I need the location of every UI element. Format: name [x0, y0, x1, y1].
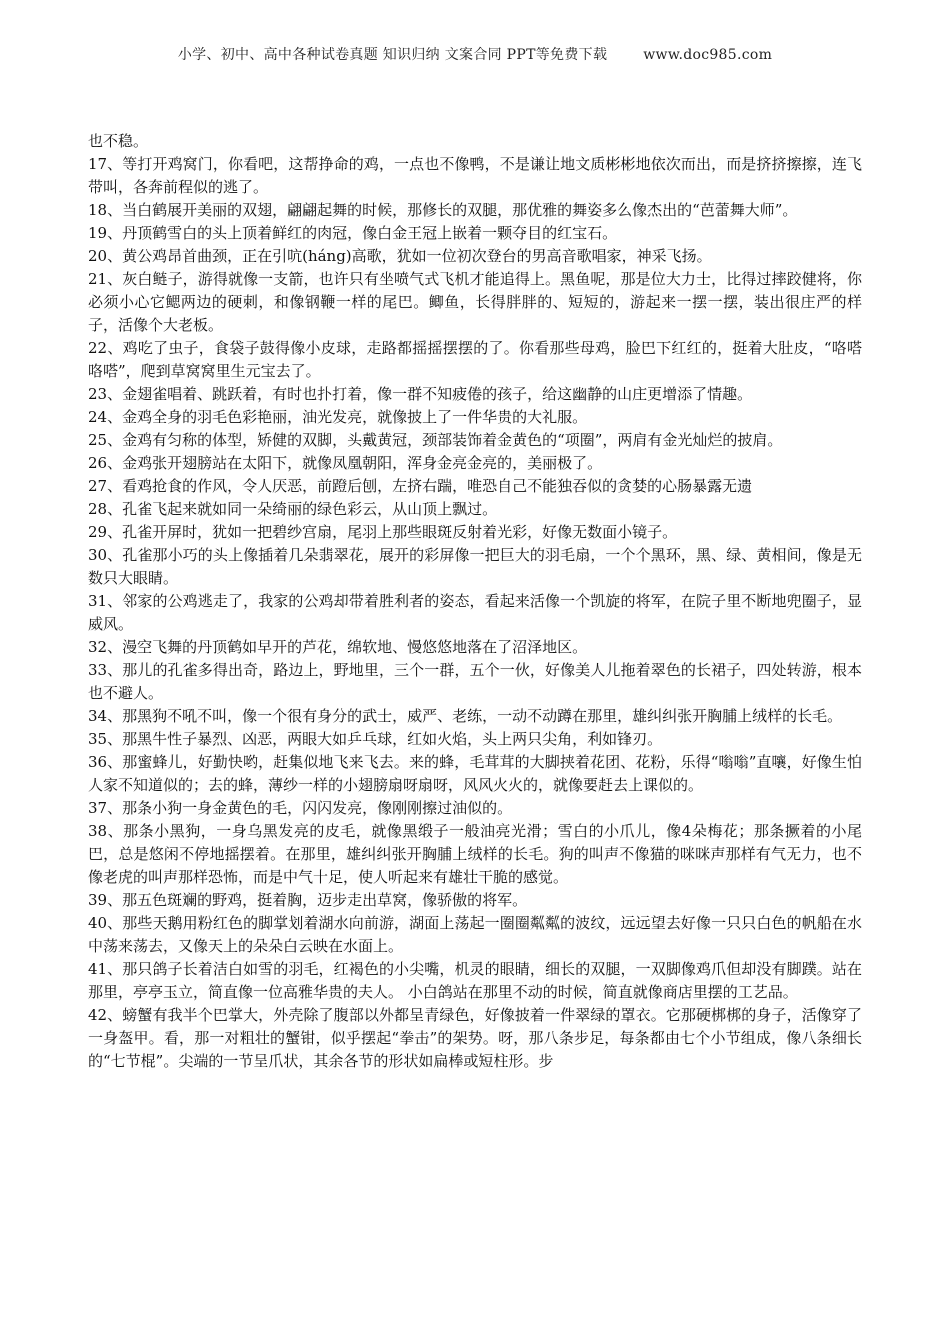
paragraph: 17、等打开鸡窝门，你看吧，这帮挣命的鸡，一点也不像鸭，不是谦让地文质彬彬地依次而出，而是挤挤擦擦，连飞带叫，各奔前程似的逃了。 [88, 155, 862, 196]
paragraph: 20、黄公鸡昂首曲颈，正在引吭(háng)高歌，犹如一位初次登台的男高音歌唱家，神采飞扬。 [88, 247, 712, 265]
paragraph: 42、螃蟹有我半个巴掌大，外壳除了腹部以外都呈青绿色，好像披着一件翠绿的罩衣。它那硬梆梆的身子，活像穿了一身盔甲。看，那一对粗壮的蟹钳，似乎摆起“拳击”的架势。呀，那八条步足，每条都由七个小节组成，像八条细长的“七节棍”。尖端的一节呈爪状，其余各节的形状如扁棒或短柱形。步 [88, 1006, 862, 1070]
paragraph: 34、那黑狗不吼不叫，像一个很有身分的武士，威严、老练，一动不动蹲在那里，雄纠纠张开胸脯上绒样的长毛。 [88, 707, 843, 725]
header-text: 小学、初中、高中各种试卷真题 知识归纳 文案合同 PPT等免费下载 [177, 47, 608, 63]
paragraph: 31、邻家的公鸡逃走了，我家的公鸡却带着胜利者的姿态，看起来活像一个凯旋的将军，在院子里不断地兜圈子，显威风。 [88, 592, 862, 633]
paragraph: 37、那条小狗一身金黄色的毛，闪闪发亮，像刚刚擦过油似的。 [88, 799, 513, 817]
paragraph: 29、孔雀开屏时，犹如一把碧纱宫扇，尾羽上那些眼斑反射着光彩，好像无数面小镜子。 [88, 523, 678, 541]
paragraph: 38、那条小黑狗，一身乌黑发亮的皮毛，就像黑缎子一般油亮光滑；雪白的小爪儿，像4朵梅花；那条撅着的小尾巴，总是悠闲不停地摇摆着。在那里，雄纠纠张开胸脯上绒样的长毛。狗的叫声不像猫的咪咪声那样有气无力，也不像老虎的叫声那样恐怖，而是中气十足，使人听起来有雄壮干脆的感觉。 [88, 822, 862, 886]
paragraph: 35、那黑牛性子暴烈、凶恶，两眼大如乒乓球，红如火焰，头上两只尖角，利如锋刃。 [88, 730, 663, 748]
paragraph: 26、金鸡张开翅膀站在太阳下，就像凤凰朝阳，浑身金亮金亮的，美丽极了。 [88, 454, 603, 472]
paragraph: 33、那儿的孔雀多得出奇，路边上，野地里，三个一群，五个一伙，好像美人儿拖着翠色的长裙子，四处转游，根本也不避人。 [88, 661, 862, 702]
paragraph: 36、那蜜蜂儿，好勤快哟，赶集似地飞来飞去。来的蜂，毛茸茸的大脚挟着花团、花粉，乐得“嗡嗡”直嚷，好像生怕人家不知道似的；去的蜂，薄纱一样的小翅膀扇呀扇呀，风风火火的，就像要赶去上课似的。 [88, 753, 862, 794]
paragraph: 32、漫空飞舞的丹顶鹤如早开的芦花，绵软地、慢悠悠地落在了沼泽地区。 [88, 638, 588, 656]
paragraph: 23、金翅雀唱着、跳跃着，有时也扑打着，像一群不知疲倦的孩子，给这幽静的山庄更增添了情趣。 [88, 385, 753, 403]
paragraph: 41、那只鸽子长着洁白如雪的羽毛，红褐色的小尖嘴，机灵的眼睛，细长的双腿，一双脚像鸡爪但却没有脚蹼。站在那里，亭亭玉立，简直像一位高雅华贵的夫人。 小白鸽站在那里不动的时候，简直就像商店里摆的工艺品。 [88, 960, 862, 1001]
paragraph: 27、看鸡抢食的作风，令人厌恶，前蹬后刨，左挤右踹，唯恐自己不能独吞似的贪婪的心肠暴露无遗 [88, 477, 753, 495]
paragraph: 30、孔雀那小巧的头上像插着几朵翡翠花，展开的彩屏像一把巨大的羽毛扇，一个个黑环，黑、绿、黄相间，像是无数只大眼睛。 [88, 546, 862, 587]
paragraph: 也不稳。 [88, 132, 149, 150]
document-body [88, 130, 862, 1073]
header-site-url[interactable]: www.doc985.com [643, 47, 773, 63]
paragraph: 28、孔雀飞起来就如同一朵绮丽的绿色彩云，从山顶上飘过。 [88, 500, 498, 518]
paragraph: 21、灰白鲢子，游得就像一支箭，也许只有坐喷气式飞机才能追得上。黑鱼呢，那是位大力士，比得过摔跤健将，你必须小心它鳃两边的硬刺，和像钢鞭一样的尾巴。鲫鱼，长得胖胖的、短短的，游起来一摆一摆，装出很庄严的样子，活像个大老板。 [88, 270, 862, 334]
paragraph: 24、金鸡全身的羽毛色彩艳丽，油光发亮，就像披上了一件华贵的大礼服。 [88, 408, 588, 426]
paragraph: 22、鸡吃了虫子，食袋子鼓得像小皮球，走路都摇摇摆摆的了。你看那些母鸡，脸巴下红红的，挺着大肚皮，“咯嗒咯嗒”，爬到草窝窝里生元宝去了。 [88, 339, 862, 380]
page-header [0, 44, 950, 64]
paragraph: 19、丹顶鹤雪白的头上顶着鲜红的肉冠，像白金王冠上嵌着一颗夺目的红宝石。 [88, 224, 618, 242]
paragraph: 25、金鸡有匀称的体型，矫健的双脚，头戴黄冠，颈部装饰着金黄色的“项圈”，两肩有金光灿烂的披肩。 [88, 431, 783, 449]
paragraph: 40、那些天鹅用粉红色的脚掌划着湖水向前游，湖面上荡起一圈圈粼粼的波纹，远远望去好像一只只白色的帆船在水中荡来荡去，又像天上的朵朵白云映在水面上。 [88, 914, 862, 955]
paragraph: 39、那五色斑斓的野鸡，挺着胸，迈步走出草窝，像骄傲的将军。 [88, 891, 528, 909]
paragraph: 18、当白鹤展开美丽的双翅，翩翩起舞的时候，那修长的双腿，那优雅的舞姿多么像杰出的“芭蕾舞大师”。 [88, 201, 798, 219]
